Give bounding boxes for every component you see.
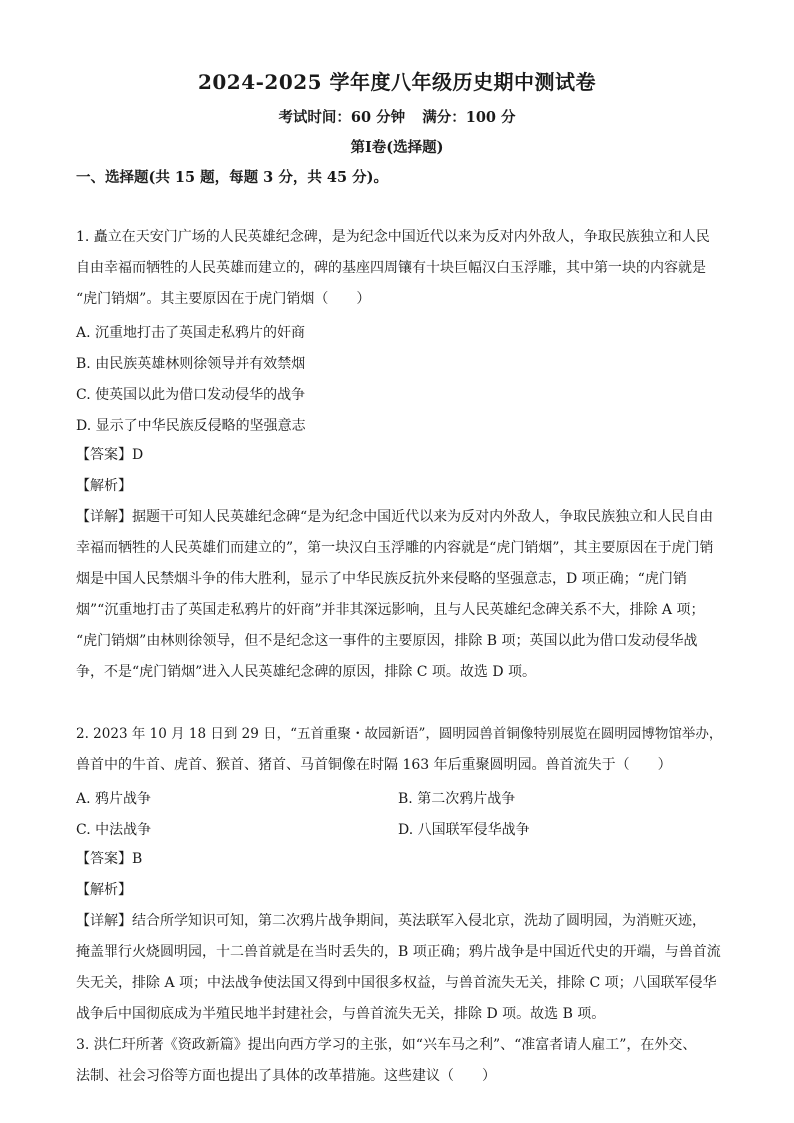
q2-option-a: A. 鸦片战争 <box>76 791 152 807</box>
q2-detail-line: 【详解】结合所学知识可知，第二次鸦片战争期间，英法联军入侵北京，洗劫了圆明园，为消赃灭迹， <box>76 913 706 929</box>
q1-detail-line: 烟是中国人民禁烟斗争的伟大胜利，显示了中华民族反抗外来侵略的坚强意志，D 项正确；“虎门销 <box>76 571 687 587</box>
exam-time: 考试时间：60 分钟 <box>278 109 406 126</box>
q1-option-a: A. 沉重地打击了英国走私鸦片的奸商 <box>76 325 306 341</box>
q1-detail-line: 烟”“沉重地打击了英国走私鸦片的奸商”并非其深远影响，且与人民英雄纪念碑关系不大，排除 A 项； <box>76 602 705 618</box>
exam-title: 2024-2025 学年度八年级历史期中测试卷 <box>197 70 597 94</box>
q1-detail-line: “虎门销烟”由林则徐领导，但不是纪念这一事件的主要原因，排除 B 项；英国以此为借口发动侵华战 <box>76 633 698 649</box>
q2-detail-line: 掩盖罪行火烧圆明园，十二兽首就是在当时丢失的，B 项正确；鸦片战争是中国近代史的开端，与兽首流 <box>76 944 721 960</box>
q2-detail-line: 失无关，排除 A 项；中法战争使法国又得到中国很多权益，与兽首流失无关，排除 C 项；八国联军侵华 <box>76 975 717 991</box>
q1-stem-line: 自由幸福而牺牲的人民英雄而建立的，碑的基座四周镶有十块巨幅汉白玉浮雕，其中第一块的内容就是 <box>76 260 706 276</box>
q2-stem-line: 2. 2023 年 10 月 18 日到 29 日，“五首重聚・故园新语”，圆明园兽首铜像特别展览在圆明园博物馆举办， <box>76 726 723 742</box>
q1-option-c: C. 使英国以此为借口发动侵华的战争 <box>76 387 306 403</box>
q1-detail-line: 争，不是“虎门销烟”进入人民英雄纪念碑的原因，排除 C 项。故选 D 项。 <box>76 664 537 680</box>
q3-stem-line: 3. 洪仁玕所著《资政新篇》提出向西方学习的主张，如“兴车马之利”、“准富者请人雇工”，在外交、 <box>76 1037 697 1053</box>
q2-analysis-label: 【解析】 <box>76 882 132 898</box>
q3-stem-line: 法制、社会习俗等方面也提出了具体的改革措施。这些建议（ ） <box>76 1068 496 1084</box>
q2-option-b: B. 第二次鸦片战争 <box>398 791 516 807</box>
exam-info <box>0 106 794 127</box>
q1-answer: 【答案】D <box>76 447 144 463</box>
q1-option-b: B. 由民族英雄林则徐领导并有效禁烟 <box>76 356 306 372</box>
q1-detail-line: 【详解】据题干可知人民英雄纪念碑“是为纪念中国近代以来为反对内外敌人，争取民族独立和人民自由 <box>76 509 714 525</box>
q2-option-c: C. 中法战争 <box>76 822 152 838</box>
q2-answer: 【答案】B <box>76 851 143 867</box>
q1-detail-line: 幸福而牺牲的人民英雄们而建立的”，第一块汉白玉浮雕的内容就是“虎门销烟”，其主要原因在于虎门销 <box>76 540 714 556</box>
exam-score: 满分：100 分 <box>422 109 516 126</box>
q1-analysis-label: 【解析】 <box>76 478 132 494</box>
volume-heading: 第Ⅰ卷(选择题) <box>350 139 444 156</box>
q2-detail-line: 战争后中国彻底成为半殖民地半封建社会，与兽首流失无关，排除 D 项。故选 B 项。 <box>76 1006 606 1022</box>
q2-option-d: D. 八国联军侵华战争 <box>398 822 530 838</box>
section-heading: 一、选择题(共 15 题，每题 3 分，共 45 分)。 <box>76 169 388 186</box>
q1-stem-line: “虎门销烟”。其主要原因在于虎门销烟（ ） <box>76 291 371 307</box>
q1-stem-line: 1. 矗立在天安门广场的人民英雄纪念碑，是为纪念中国近代以来为反对内外敌人，争取民族独立和人民 <box>76 229 710 245</box>
q1-option-d: D. 显示了中华民族反侵略的坚强意志 <box>76 418 306 434</box>
q2-stem-line: 兽首中的牛首、虎首、猴首、猪首、马首铜像在时隔 163 年后重聚圆明园。兽首流失于（ ） <box>76 757 672 773</box>
